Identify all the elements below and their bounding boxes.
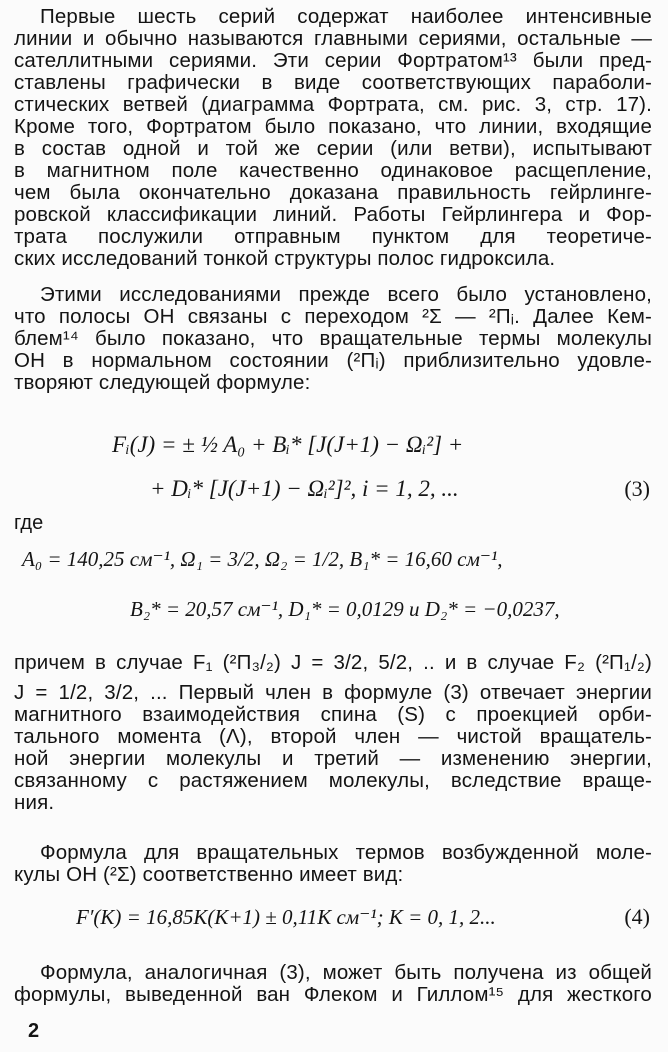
paragraph-2 — [14, 284, 652, 394]
text-line: ной энергии молекулы и третий — изменению энергии, — [14, 748, 652, 770]
paragraph-3 — [14, 652, 652, 814]
text-line: J = 1/2, 3/2, ... Первый член в формуле (3) отвечает энергии — [14, 682, 652, 704]
text-line: тального момента (Λ), второй член — чистой вращатель- — [14, 726, 652, 748]
text-line: магнитного взаимодействия спина (S) с проекцией орби- — [14, 704, 652, 726]
text-line: ОН в нормальном состоянии (²Πᵢ) приблизительно удовле- — [14, 350, 652, 372]
equation-3-line-2: + Dᵢ* [J(J+1) − Ωᵢ²]², i = 1, 2, ... — [150, 476, 459, 501]
text-line: формулы, выведенной ван Флеком и Гиллом¹⁵ для жесткого — [14, 984, 652, 1006]
constants-line-1: A₀ = 140,25 см⁻¹, Ω₁ = 3/2, Ω₂ = 1/2, B₁* = 16,60 см⁻¹, — [22, 547, 503, 571]
text-line: чем была окончательно доказана правильность гейрлинге- — [14, 182, 652, 204]
equation-4: F′(K) = 16,85K(K+1) ± 0,11K см⁻¹; K = 0, 1, 2... — [76, 905, 496, 929]
text-line: причем в случае F₁ (²Π₃/₂) J = 3/2, 5/2, .. и в случае F₂ (²Π₁/₂) — [14, 652, 652, 674]
paragraph-4 — [14, 842, 652, 886]
text-line: Первые шесть серий содержат наиболее интенсивные — [40, 6, 652, 28]
text-line: творяют следующей формуле: — [14, 372, 311, 394]
equation-4-number: (4) — [624, 904, 650, 929]
page-number: 2 — [28, 1020, 40, 1042]
text-line: Этими исследованиями прежде всего было установлено, — [40, 284, 652, 306]
text-line: стических ветвей (диаграмма Фортрата, см. рис. 3, стр. 17). — [14, 94, 652, 116]
text-line: Формула, аналогичная (3), может быть получена из общей — [40, 962, 652, 984]
text-line: ния. — [14, 792, 55, 814]
paragraph-1 — [14, 6, 652, 270]
constants-line-2: B₂* = 20,57 см⁻¹, D₁* = 0,0129 и D₂* = −0,0237, — [130, 597, 560, 621]
text-line: связанному с растяжением молекулы, вследствие враще- — [14, 770, 652, 792]
where-label: где — [14, 512, 44, 534]
text-line: в магнитном поле качественно одинаковое расщепление, — [14, 160, 652, 182]
text-line: Формула для вращательных термов возбужденной моле- — [40, 842, 652, 864]
text-line: линии и обычно называются главными сериями, остальные — — [14, 28, 652, 50]
equation-3-line-1: Fᵢ(J) = ± ½ A₀ + Bᵢ* [J(J+1) − Ωᵢ²] + — [112, 432, 464, 457]
text-line: блем¹⁴ было показано, что вращательные термы молекулы — [14, 328, 652, 350]
text-line: ставлены графически в виде соответствующих параболи- — [14, 72, 652, 94]
text-line: ровской классификации линий. Работы Гейрлингера и Фор- — [14, 204, 652, 226]
text-line: сателлитными сериями. Эти серии Фортратом¹³ были пред- — [14, 50, 652, 72]
text-line: Кроме того, Фортратом было показано, что линии, входящие — [14, 116, 652, 138]
paragraph-5 — [14, 962, 652, 1006]
text-line: что полосы ОН связаны с переходом ²Σ — ²Πᵢ. Далее Кем- — [14, 306, 652, 328]
text-line: в состав одной и той же серии (или ветви), испытывают — [14, 138, 652, 160]
equation-3-number: (3) — [624, 476, 650, 501]
text-line: трата послужили отправным пунктом для теоретиче- — [14, 226, 652, 248]
text-line: ских исследований тонкой структуры полос гидроксила. — [14, 248, 556, 270]
text-line: кулы ОН (²Σ) соответственно имеет вид: — [14, 864, 404, 886]
